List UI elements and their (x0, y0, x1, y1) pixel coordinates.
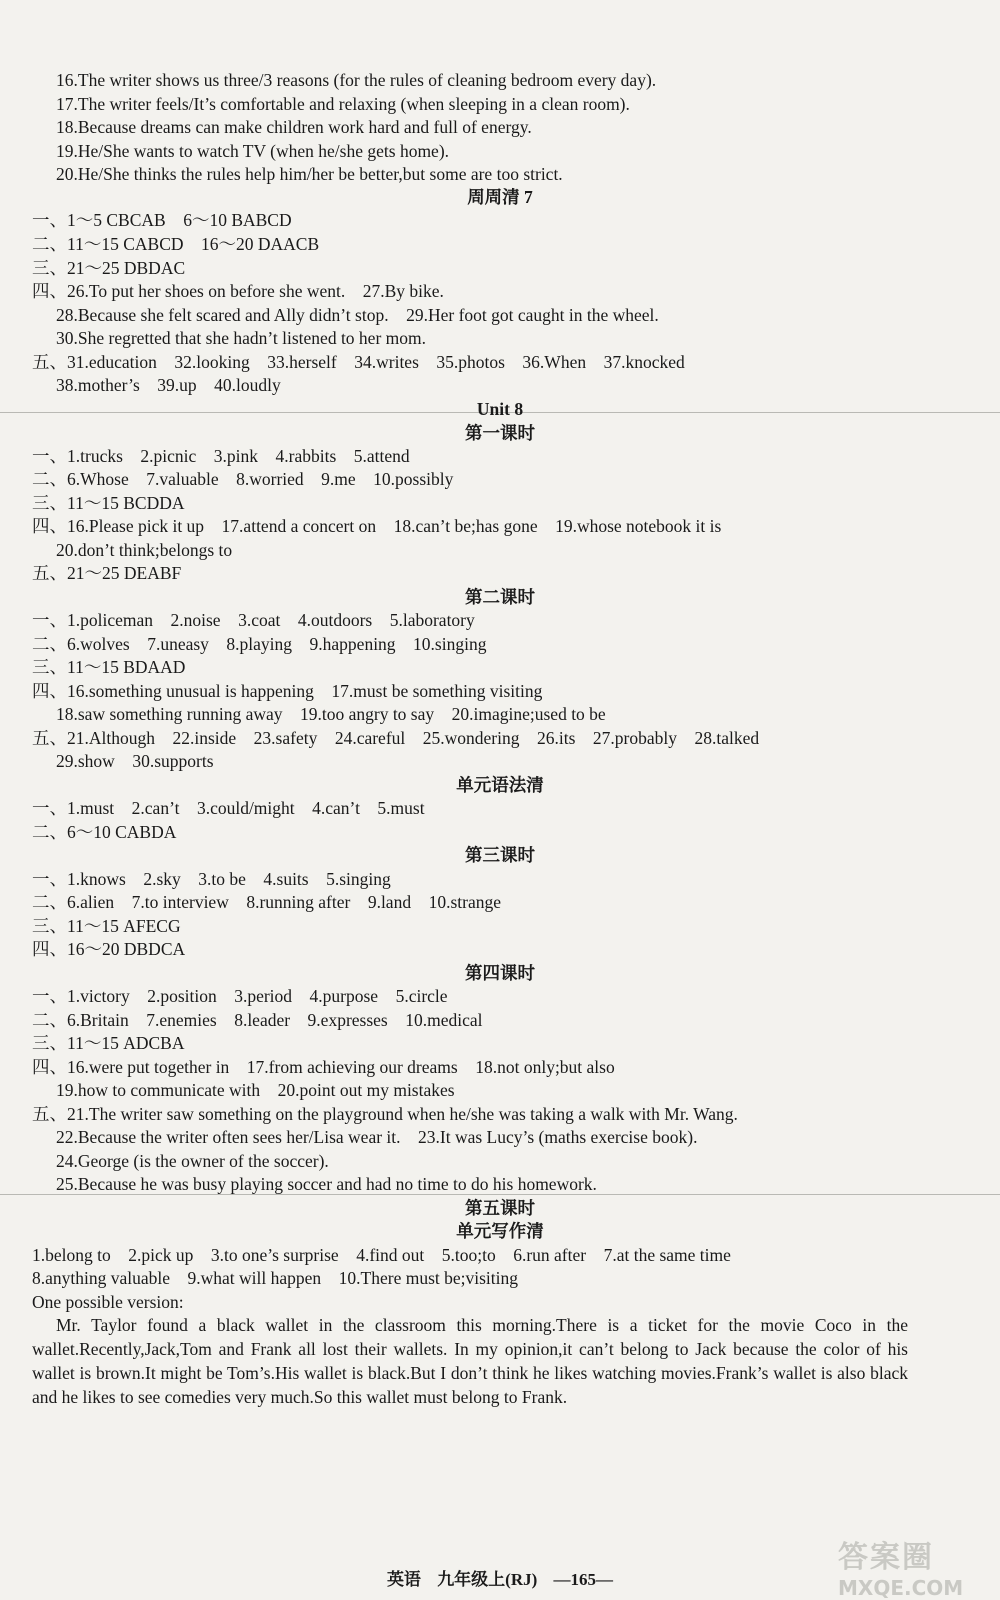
answer-line: 19.He/She wants to watch TV (when he/she gets home). (56, 141, 450, 161)
sample-essay: Mr. Taylor found a black wallet in the classroom this morning.There is a ticket for the movie Coco in the wallet.Recently,Jack,Tom and Frank all lost their wallets. In my opinion,it can’t belong to Jack because the color of his wallet is brown.It might be Tom’s.His wallet is black.But I don’t think he likes watching movies.Frank’s wallet is also black and he likes to see comedies very much.So this wallet must belong to Frank. (32, 1315, 908, 1407)
lesson-title: 第二课时 (465, 587, 535, 607)
answer-line: 四、16～20 DBDCA (32, 939, 186, 959)
answer-line: 18.Because dreams can make children work hard and full of energy. (56, 117, 532, 137)
answer-line: 20.don’t think;belongs to (56, 540, 233, 560)
divider (0, 1194, 1000, 1195)
answer-line: 一、1.knows 2.sky 3.to be 4.suits 5.singing (32, 869, 391, 889)
watermark-logo (838, 1532, 978, 1600)
answer-line: 1.belong to 2.pick up 3.to one’s surprise 4.find out 5.too;to 6.run after 7.at the same time (32, 1245, 731, 1265)
answer-line: 25.Because he was busy playing soccer and had no time to do his homework. (56, 1174, 597, 1194)
footer-subject: 英语 (386, 1570, 421, 1589)
answer-line: One possible version: (32, 1292, 184, 1312)
answer-line: 五、21.The writer saw something on the playground when he/she was taking a walk with Mr. Wang. (32, 1104, 738, 1124)
answer-line: 三、11～15 BDAAD (32, 657, 186, 677)
lesson-title: 第四课时 (465, 963, 535, 983)
answer-line: 一、1～5 CBCAB 6～10 BABCD (32, 210, 292, 230)
answer-line: 24.George (is the owner of the soccer). (56, 1151, 329, 1171)
lesson-title: 第五课时 (465, 1198, 535, 1218)
answer-line: 二、6.wolves 7.uneasy 8.playing 9.happening 10.singing (32, 634, 487, 654)
answer-line: 29.show 30.supports (56, 751, 214, 771)
answer-line: 三、11～15 ADCBA (32, 1033, 185, 1053)
answer-line: 四、26.To put her shoes on before she went. 27.By bike. (32, 281, 444, 301)
answer-line: 一、1.trucks 2.picnic 3.pink 4.rabbits 5.attend (32, 446, 410, 466)
answer-line: 28.Because she felt scared and Ally didn’t stop. 29.Her foot got caught in the wheel. (56, 305, 659, 325)
answer-line: 五、21～25 DEABF (32, 563, 182, 583)
answer-line: 二、6.Whose 7.valuable 8.worried 9.me 10.possibly (32, 469, 454, 489)
watermark-url: MXQE.COM (838, 1576, 964, 1600)
footer-page-number: —165— (553, 1570, 614, 1589)
answer-line: 19.how to communicate with 20.point out my mistakes (56, 1080, 455, 1100)
answer-line: 五、31.education 32.looking 33.herself 34.writes 35.photos 36.When 37.knocked (32, 352, 685, 372)
answer-line: 一、1.victory 2.position 3.period 4.purpose 5.circle (32, 986, 448, 1006)
answer-line: 22.Because the writer often sees her/Lisa wear it. 23.It was Lucy’s (maths exercise book). (56, 1127, 698, 1147)
answer-line: 二、11～15 CABCD 16～20 DAACB (32, 234, 320, 254)
answer-line: 30.She regretted that she hadn’t listened to her mom. (56, 328, 427, 348)
answer-line: 18.saw something running away 19.too angry to say 20.imagine;used to be (56, 704, 606, 724)
answer-line: 38.mother’s 39.up 40.loudly (56, 375, 281, 395)
answer-line: 四、16.something unusual is happening 17.must be something visiting (32, 681, 543, 701)
answer-line: 一、1.policeman 2.noise 3.coat 4.outdoors 5.laboratory (32, 610, 475, 630)
answer-line: 三、21～25 DBDAC (32, 258, 186, 278)
answer-line: 二、6～10 CABDA (32, 822, 177, 842)
answer-line: 一、1.must 2.can’t 3.could/might 4.can’t 5.must (32, 798, 425, 818)
answer-line: 16.The writer shows us three/3 reasons (for the rules of cleaning bedroom every day). (56, 70, 657, 90)
answer-line: 三、11～15 AFECG (32, 916, 181, 936)
answer-line: 二、6.Britain 7.enemies 8.leader 9.expresses 10.medical (32, 1010, 483, 1030)
section-title: 单元语法清 (456, 775, 544, 795)
unit-title: Unit 8 (476, 399, 524, 419)
footer-grade: 九年级上(RJ) (437, 1570, 538, 1589)
answer-line: 五、21.Although 22.inside 23.safety 24.careful 25.wondering 26.its 27.probably 28.talked (32, 728, 760, 748)
watermark-logo-text: 答案圈 (838, 1540, 934, 1575)
answer-line: 四、16.were put together in 17.from achieving our dreams 18.not only;but also (32, 1057, 615, 1077)
section-title: 周周清 7 (467, 187, 533, 207)
answer-line: 二、6.alien 7.to interview 8.running after 9.land 10.strange (32, 892, 501, 912)
lesson-title: 第三课时 (465, 845, 535, 865)
answer-line: 8.anything valuable 9.what will happen 10.There must be;visiting (32, 1268, 519, 1288)
lesson-title: 第一课时 (465, 423, 535, 443)
answer-line: 20.He/She thinks the rules help him/her be better,but some are too strict. (56, 164, 563, 184)
answer-line: 三、11～15 BCDDA (32, 493, 185, 513)
answer-line: 17.The writer feels/It’s comfortable and relaxing (when sleeping in a clean room). (56, 94, 630, 114)
section-title: 单元写作清 (456, 1221, 544, 1241)
answer-line: 四、16.Please pick it up 17.attend a concert on 18.can’t be;has gone 19.whose notebook it is (32, 516, 722, 536)
